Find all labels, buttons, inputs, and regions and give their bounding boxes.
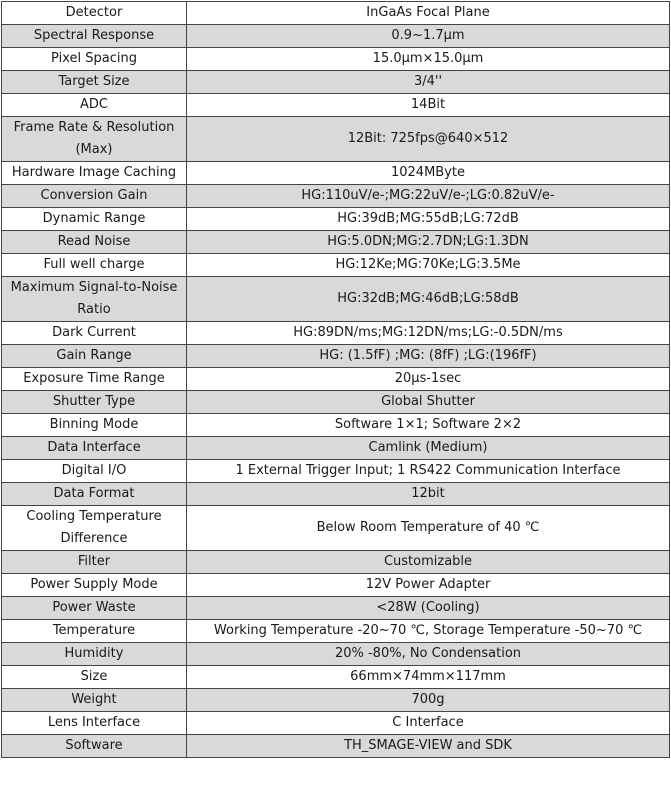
parameter-value: Global Shutter [187,391,670,414]
parameter-value: HG:12Ke;MG:70Ke;LG:3.5Me [187,254,670,277]
parameter-name: Size [2,666,187,689]
parameter-name: Target Size [2,71,187,94]
parameter-value: C Interface [187,712,670,735]
table-row [2,48,670,71]
table-row [2,2,670,25]
parameter-name: Weight [2,689,187,712]
parameter-name: Spectral Response [2,25,187,48]
parameter-name: Maximum Signal-to-Noise Ratio [2,277,187,322]
table-row [2,368,670,391]
parameter-value: 0.9~1.7μm [187,25,670,48]
parameter-name: Detector [2,2,187,25]
parameter-value: 66mm×74mm×117mm [187,666,670,689]
parameter-name: Pixel Spacing [2,48,187,71]
table-row [2,94,670,117]
parameter-name: Power Supply Mode [2,574,187,597]
table-row [2,574,670,597]
table-row [2,277,670,322]
parameter-value: InGaAs Focal Plane [187,2,670,25]
table-row [2,506,670,551]
table-row [2,414,670,437]
parameter-value: 14Bit [187,94,670,117]
table-row [2,322,670,345]
table-row [2,437,670,460]
parameter-value: 20μs-1sec [187,368,670,391]
parameter-name: Filter [2,551,187,574]
parameter-name: Exposure Time Range [2,368,187,391]
parameter-value: Below Room Temperature of 40 ℃ [187,506,670,551]
table-row [2,460,670,483]
parameter-name: Software [2,735,187,758]
parameter-value: HG:110uV/e-;MG:22uV/e-;LG:0.82uV/e- [187,185,670,208]
table-row [2,254,670,277]
table-row [2,345,670,368]
table-row [2,71,670,94]
parameter-value: 700g [187,689,670,712]
table-row [2,689,670,712]
parameter-name: Cooling Temperature Difference [2,506,187,551]
parameter-value: HG:5.0DN;MG:2.7DN;LG:1.3DN [187,231,670,254]
parameter-name: Digital I/O [2,460,187,483]
parameter-name: Gain Range [2,345,187,368]
parameter-name: Dark Current [2,322,187,345]
parameter-name: Power Waste [2,597,187,620]
parameter-value: Customizable [187,551,670,574]
parameter-value: Camlink (Medium) [187,437,670,460]
parameter-name: Hardware Image Caching [2,162,187,185]
parameter-name: Conversion Gain [2,185,187,208]
parameter-value: Software 1×1; Software 2×2 [187,414,670,437]
table-row [2,597,670,620]
table-row [2,117,670,162]
table-row [2,666,670,689]
parameter-value: TH_SMAGE-VIEW and SDK [187,735,670,758]
parameter-name: Read Noise [2,231,187,254]
parameter-name: ADC [2,94,187,117]
table-row [2,185,670,208]
table-row [2,551,670,574]
table-row [2,643,670,666]
parameter-name: Data Interface [2,437,187,460]
table-row [2,208,670,231]
parameter-value: 12bit [187,483,670,506]
parameter-name: Dynamic Range [2,208,187,231]
parameter-value: <28W (Cooling) [187,597,670,620]
parameter-value: 3/4'' [187,71,670,94]
parameter-name: Binning Mode [2,414,187,437]
parameter-name: Temperature [2,620,187,643]
parameter-value: HG: (1.5fF) ;MG: (8fF) ;LG:(196fF) [187,345,670,368]
table-row [2,162,670,185]
parameter-name: Full well charge [2,254,187,277]
table-row [2,483,670,506]
parameter-value: 1 External Trigger Input; 1 RS422 Communication Interface [187,460,670,483]
parameter-name: Frame Rate & Resolution (Max) [2,117,187,162]
parameter-value: HG:32dB;MG:46dB;LG:58dB [187,277,670,322]
parameter-value: Working Temperature -20~70 ℃, Storage Temperature -50~70 ℃ [187,620,670,643]
parameter-value: 12Bit: 725fps@640×512 [187,117,670,162]
table-row [2,231,670,254]
parameter-name: Lens Interface [2,712,187,735]
specifications-table [1,1,670,758]
parameter-value: HG:39dB;MG:55dB;LG:72dB [187,208,670,231]
parameter-name: Data Format [2,483,187,506]
table-row [2,25,670,48]
parameter-value: HG:89DN/ms;MG:12DN/ms;LG:-0.5DN/ms [187,322,670,345]
table-row [2,735,670,758]
parameter-value: 15.0μm×15.0μm [187,48,670,71]
parameter-value: 1024MByte [187,162,670,185]
table-row [2,620,670,643]
parameter-name: Shutter Type [2,391,187,414]
table-row [2,712,670,735]
parameter-value: 12V Power Adapter [187,574,670,597]
parameter-value: 20% -80%, No Condensation [187,643,670,666]
parameter-name: Humidity [2,643,187,666]
table-row [2,391,670,414]
